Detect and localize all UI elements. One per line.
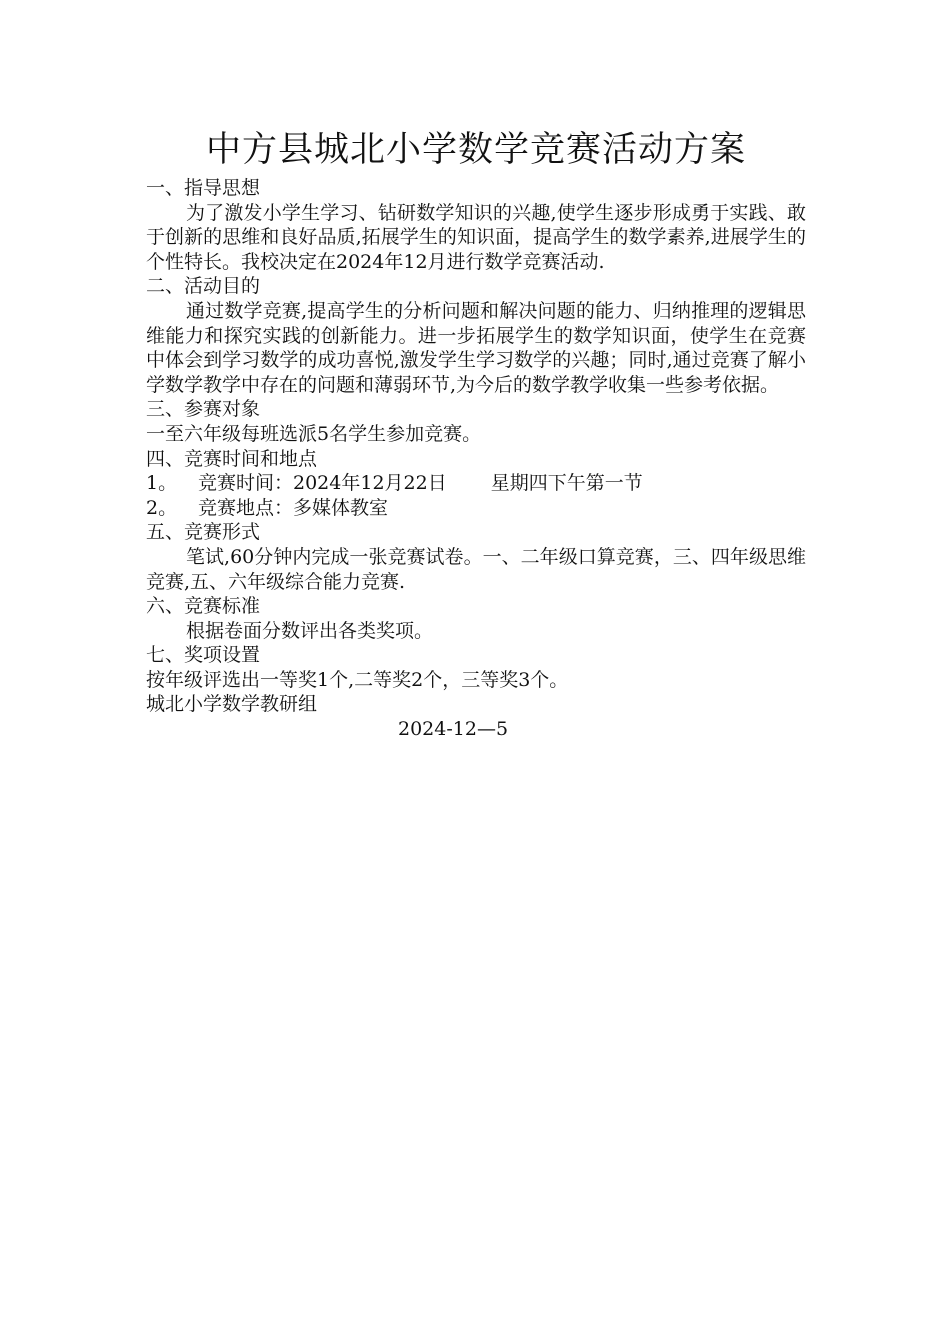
- section-heading: 六、竞赛标准: [146, 595, 261, 618]
- section-awards: [146, 643, 806, 692]
- section-line: 按年级评选出一等奖1个,二等奖2个，三等奖3个。: [146, 668, 569, 691]
- section-time-place: [146, 447, 806, 521]
- list-item: [146, 496, 806, 521]
- section-heading: 五、竞赛形式: [146, 521, 261, 544]
- section-heading: 三、参赛对象: [146, 398, 261, 421]
- section-purpose: [146, 274, 806, 397]
- item-text: 竞赛时间：2024年12月22日: [198, 472, 447, 495]
- document-page: [146, 128, 806, 742]
- document-date: 2024-12—5: [398, 718, 509, 741]
- section-heading: 二、活动目的: [146, 275, 261, 298]
- section-paragraph: 根据卷面分数评出各类奖项。: [186, 619, 434, 642]
- section-heading: 一、指导思想: [146, 177, 261, 199]
- signature: 城北小学数学教研组: [146, 693, 318, 716]
- section-guiding-thought: [146, 176, 806, 274]
- section-standard: [146, 594, 806, 643]
- section-heading: 七、奖项设置: [146, 644, 261, 667]
- section-paragraph: 通过数学竞赛,提高学生的分析问题和解决问题的能力、归纳推理的逻辑思维能力和探究实践的创新能力。进一步拓展学生的数学知识面，使学生在竞赛中体会到学习数学的成功喜悦,激发学生学习数学的兴趣；同时,通过竞赛了解小学数学教学中存在的问题和薄弱环节,为今后的数学教学收集一些参考依据。: [146, 299, 806, 396]
- item-text: 竞赛地点：多媒体教室: [198, 496, 389, 519]
- list-item: [146, 471, 806, 496]
- section-paragraph: 为了激发小学生学习、钻研数学知识的兴趣,使学生逐步形成勇于实践、敢于创新的思维和良好品质,拓展学生的知识面，提高学生的数学素养,进展学生的个性特长。我校决定在2024年12月进行数学竞赛活动.: [146, 201, 806, 273]
- section-participants: [146, 397, 806, 446]
- document-title: 中方县城北小学数学竞赛活动方案: [205, 130, 746, 170]
- section-paragraph: 笔试,60分钟内完成一张竞赛试卷。一、二年级口算竞赛，三、四年级思维竞赛,五、六年级综合能力竞赛.: [146, 545, 806, 593]
- item-number: 2。: [146, 496, 178, 519]
- section-heading: 四、竞赛时间和地点: [146, 447, 318, 470]
- section-format: [146, 520, 806, 594]
- item-number: 1。: [146, 472, 178, 495]
- section-line: 一至六年级每班选派5名学生参加竞赛。: [146, 422, 482, 445]
- item-extra: 星期四下午第一节: [490, 472, 643, 495]
